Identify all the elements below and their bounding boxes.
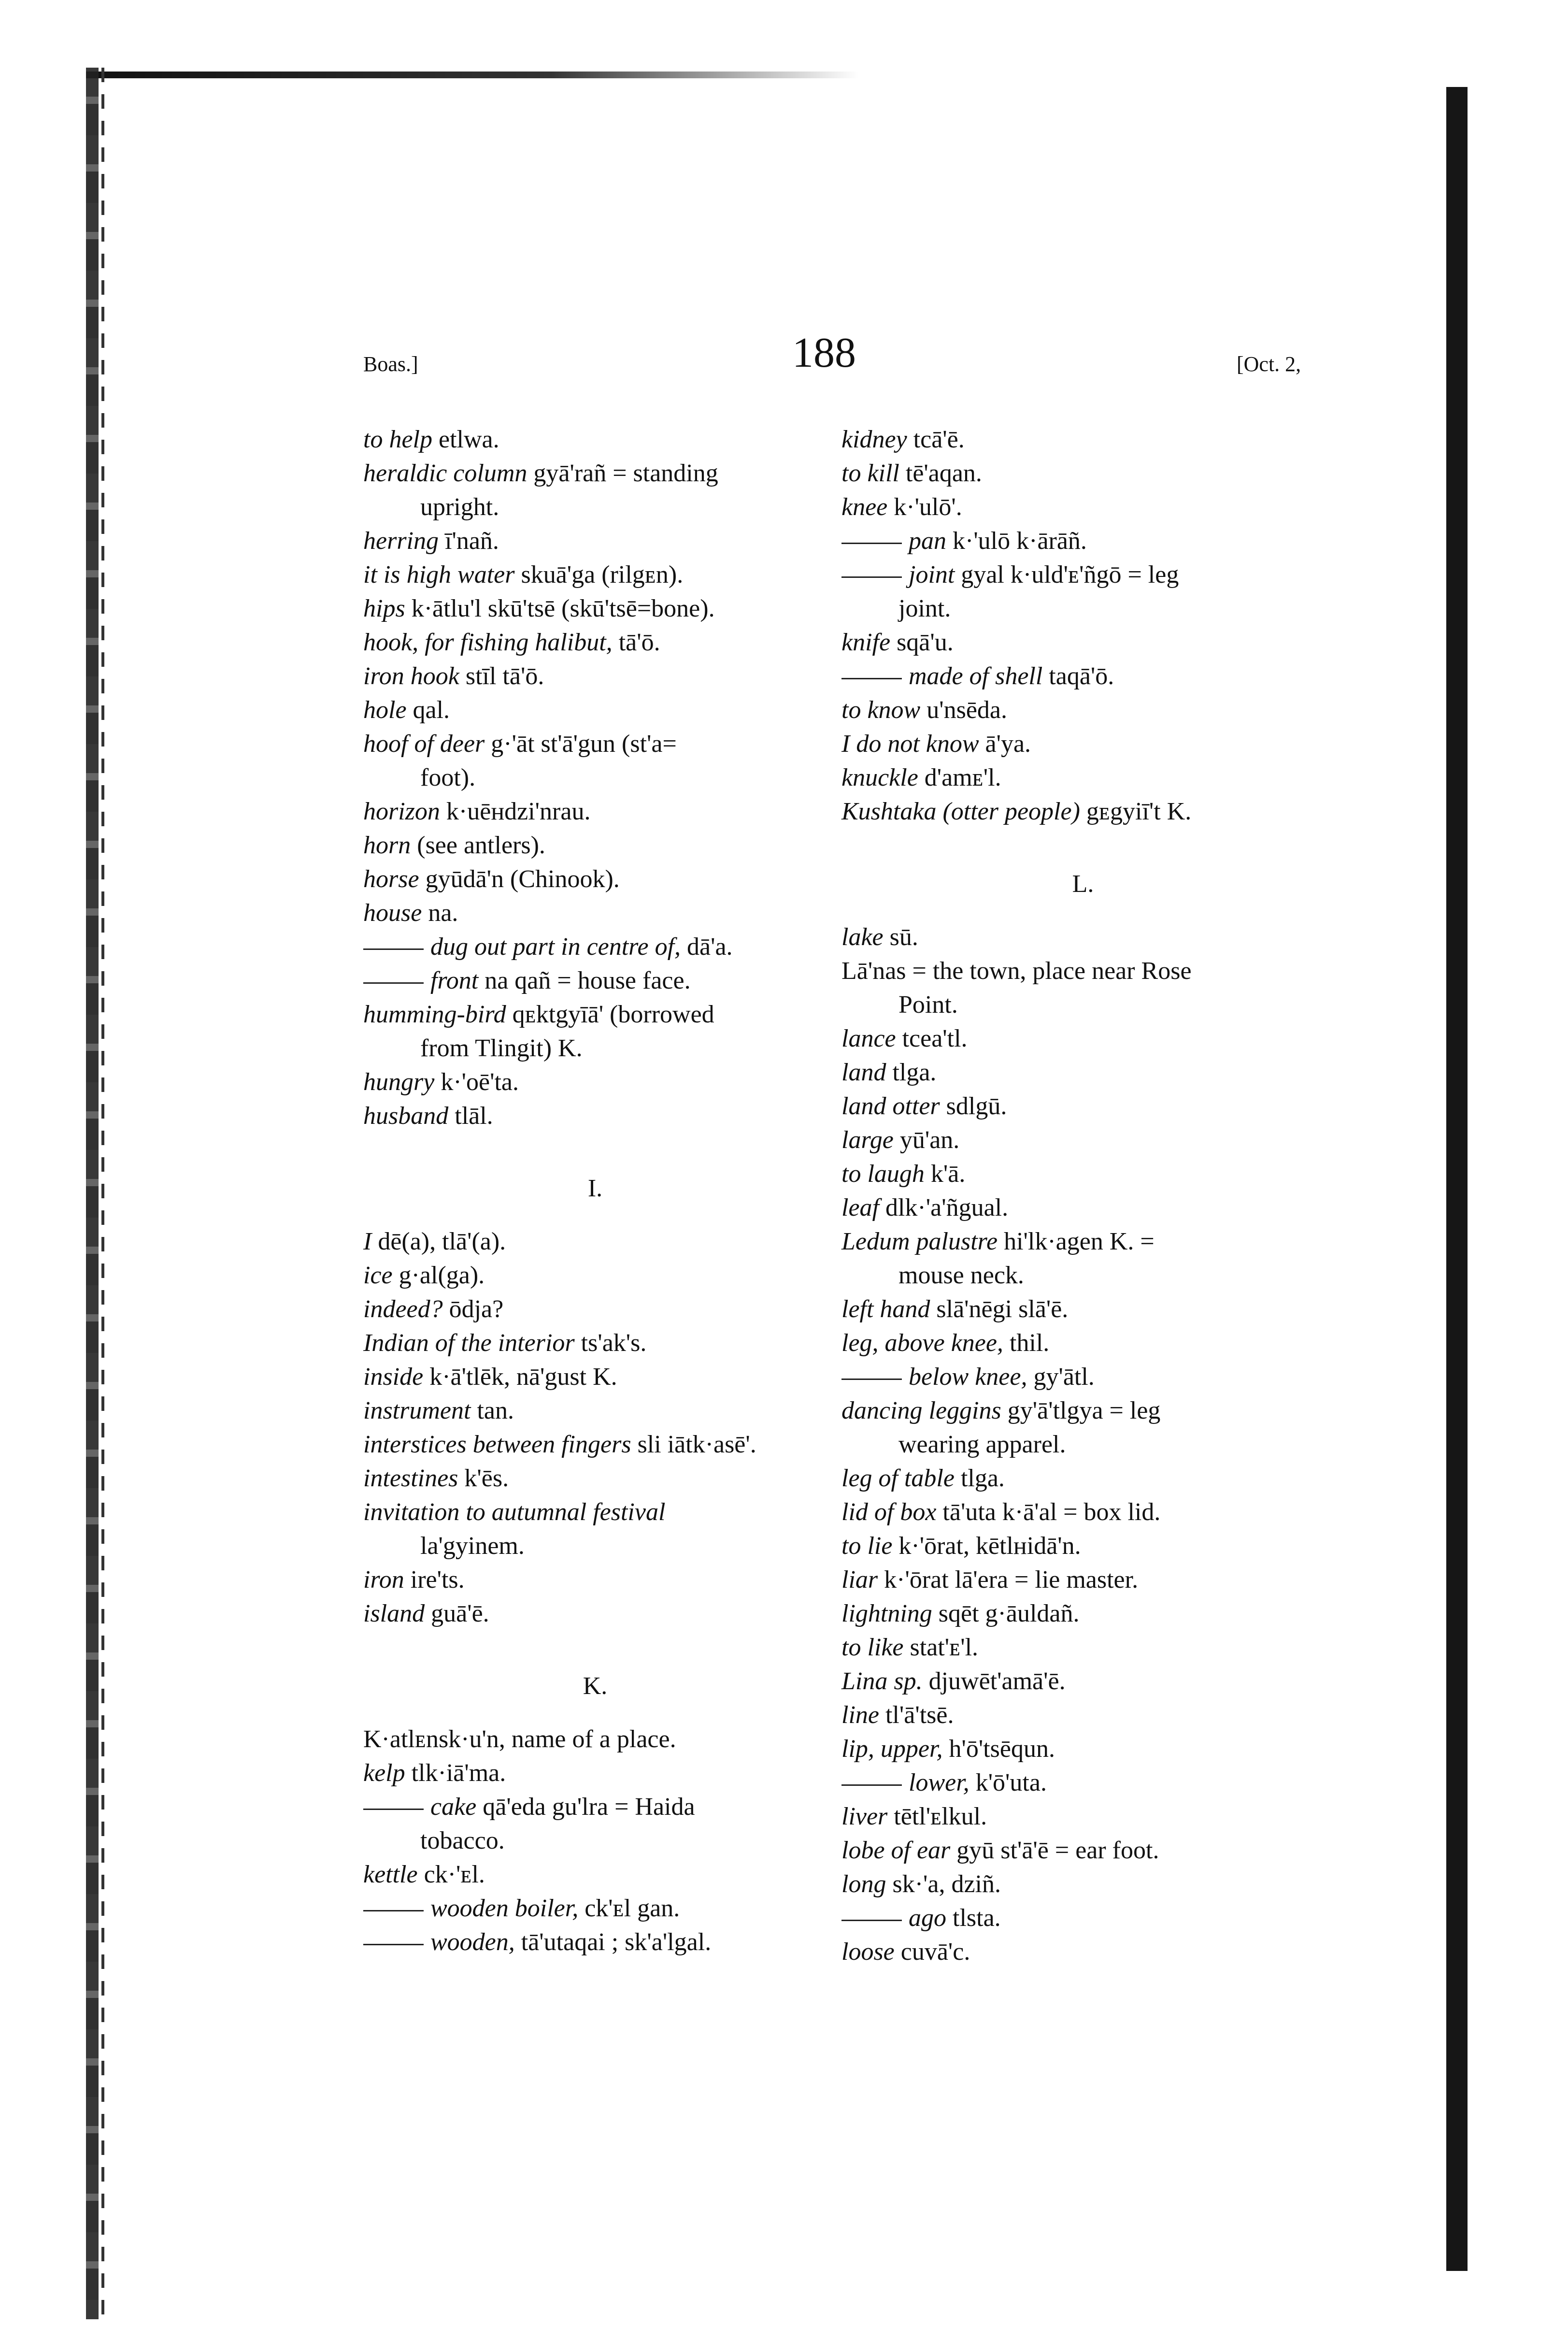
entry-term: invitation to autumnal festival [363, 1498, 666, 1526]
entry-term: instrument [363, 1397, 471, 1424]
dictionary-entry [841, 1800, 1325, 1834]
entry-gloss: h'ō'tsēqun. [942, 1735, 1055, 1763]
entry-gloss: gᴇgyiī't K. [1080, 798, 1192, 825]
right-column [841, 423, 1325, 1969]
dictionary-entry [363, 896, 827, 930]
entry-gloss: ts'ak's. [574, 1329, 647, 1357]
entry-gloss: gyūdā'n (Chinook). [419, 865, 620, 893]
entry-term: Indian of the interior [363, 1329, 575, 1357]
section-heading: L. [1072, 870, 1094, 898]
dictionary-entry [841, 1462, 1325, 1495]
entry-term: horse [363, 865, 419, 893]
dictionary-entry [363, 1858, 827, 1892]
dictionary-entry [841, 457, 1325, 490]
entry-gloss: Lā'nas = the town, place near Rose [841, 957, 1192, 985]
dictionary-entry [363, 964, 827, 998]
dictionary-entry [363, 862, 827, 896]
entry-term: dug out part in centre of, [430, 933, 681, 961]
entry-term: indeed? [363, 1295, 443, 1323]
dictionary-entry [841, 727, 1325, 761]
entry-term: land otter [841, 1092, 940, 1120]
dictionary-entry [363, 1925, 827, 1959]
entry-gloss: k·'ōrat lā'era = lie master. [878, 1566, 1139, 1594]
entry-gloss: d'amᴇ'l. [918, 764, 1001, 791]
entry-gloss: stat'ᴇ'l. [903, 1634, 979, 1661]
dictionary-entry [841, 920, 1325, 954]
dictionary-entry [363, 1495, 827, 1529]
dictionary-entry [841, 1495, 1325, 1529]
dictionary-entry [363, 1790, 827, 1824]
entry-gloss: qal. [406, 696, 450, 724]
entry-gloss: sqēt g·āuldañ. [932, 1600, 1080, 1627]
entry-term: heraldic column [363, 460, 527, 487]
dictionary-entry [363, 1597, 827, 1631]
entry-continuation: joint. [898, 595, 951, 622]
dictionary-entry [363, 1723, 827, 1756]
scan-edge-left-secondary [101, 68, 104, 2319]
dictionary-entry [841, 1901, 1325, 1935]
dictionary-entry [363, 1394, 827, 1428]
entry-gloss: K·atlᴇnsk·u'n, name of a place. [363, 1725, 676, 1753]
entry-gloss: tlāl. [448, 1102, 493, 1130]
ditto-dash [363, 1910, 424, 1911]
ditto-dash [363, 948, 424, 950]
entry-gloss: ā'ya. [979, 730, 1031, 758]
scan-edge-left [86, 68, 99, 2319]
dictionary-entry [841, 1529, 1325, 1563]
dictionary-entry [841, 1157, 1325, 1191]
entry-gloss: slā'nēgi slā'ē. [930, 1295, 1069, 1323]
entry-gloss: stīl tā'ō. [459, 662, 544, 690]
dictionary-entry [841, 1698, 1325, 1732]
entry-gloss: gy'ātl. [1027, 1363, 1095, 1391]
entry-term: to like [841, 1634, 904, 1661]
entry-term: lightning [841, 1600, 932, 1627]
entry-term: inside [363, 1363, 424, 1391]
scan-edge-top [86, 72, 859, 78]
entry-term: lid of box [841, 1498, 937, 1526]
entry-term: to kill [841, 460, 899, 487]
entry-term: to help [363, 426, 432, 453]
entry-gloss: tē'aqan. [899, 460, 982, 487]
entry-gloss: k·'ōrat, kētlʜidā'n. [892, 1532, 1081, 1560]
page-number: 188 [792, 330, 856, 376]
dictionary-entry [841, 490, 1325, 524]
dictionary-entry [841, 1665, 1325, 1698]
entry-term: kidney [841, 426, 907, 453]
dictionary-entry [841, 558, 1325, 592]
dictionary-entry [363, 1756, 827, 1790]
entry-term: loose [841, 1938, 895, 1966]
entry-gloss: k'ō'uta. [969, 1769, 1047, 1796]
dictionary-entry [841, 1766, 1325, 1800]
entry-gloss: tā'utaqai ; sk'a'lgal. [514, 1928, 712, 1956]
entry-term: Ledum palustre [841, 1228, 998, 1255]
entry-gloss: sū. [883, 923, 918, 951]
entry-gloss: djuwēt'amā'ē. [922, 1667, 1066, 1695]
entry-gloss: ire'ts. [404, 1566, 465, 1594]
entry-term: Lina sp. [841, 1667, 923, 1695]
entry-term: hook, for fishing halibut, [363, 629, 613, 656]
section-heading: I. [587, 1175, 603, 1202]
entry-gloss: na. [422, 899, 458, 927]
entry-gloss: tā'ō. [612, 629, 660, 656]
entry-gloss: g·'āt st'ā'gun (st'a= [485, 730, 677, 758]
entry-gloss: dē(a), tlā'(a). [371, 1228, 506, 1255]
entry-term: iron hook [363, 662, 459, 690]
entry-term: iron [363, 1566, 404, 1594]
entry-term: large [841, 1126, 894, 1154]
entry-term: land [841, 1059, 886, 1086]
entry-gloss: ōdja? [442, 1295, 504, 1323]
entry-gloss: g·al(ga). [392, 1262, 485, 1289]
ditto-dash [841, 1920, 902, 1921]
entry-gloss: tā'uta k·ā'al = box lid. [936, 1498, 1161, 1526]
entry-term: lip, upper, [841, 1735, 943, 1763]
entry-term: lower, [909, 1769, 969, 1796]
entry-gloss: sqā'u. [890, 629, 954, 656]
entry-continuation: la'gyinem. [420, 1532, 525, 1560]
entry-term: interstices between fingers [363, 1431, 631, 1458]
entry-gloss: skuā'ga (rilgᴇn). [514, 561, 684, 589]
entry-gloss: hi'lk·agen K. = [998, 1228, 1155, 1255]
entry-term: herring [363, 527, 439, 555]
entry-gloss: thil. [1003, 1329, 1050, 1357]
entry-continuation: Point. [898, 991, 958, 1019]
entry-term: ago [909, 1904, 946, 1932]
ditto-dash [841, 576, 902, 578]
dictionary-entry [841, 1123, 1325, 1157]
dictionary-entry [841, 1326, 1325, 1360]
dictionary-entry [841, 423, 1325, 457]
dictionary-entry [363, 660, 827, 693]
entry-term: house [363, 899, 422, 927]
entry-term: ice [363, 1262, 393, 1289]
ditto-dash [363, 1944, 424, 1945]
entry-gloss: k·'oē'ta. [434, 1068, 519, 1096]
entry-gloss: ck'ᴇl gan. [578, 1895, 680, 1922]
entry-gloss: tlk·iā'ma. [405, 1759, 506, 1787]
entry-term: joint [909, 561, 955, 589]
dictionary-entry [841, 795, 1325, 829]
entry-term: wooden, [430, 1928, 515, 1956]
entry-gloss: dā'a. [681, 933, 733, 961]
dictionary-entry [841, 1191, 1325, 1225]
dictionary-entry [841, 1631, 1325, 1665]
entry-gloss: gy'ā'tlgya = leg [1001, 1397, 1161, 1424]
dictionary-entry [363, 998, 827, 1032]
entry-term: liar [841, 1566, 878, 1594]
running-head-date: [Oct. 2, [1237, 352, 1301, 376]
dictionary-entry [363, 693, 827, 727]
entry-gloss: ck·'ᴇl. [417, 1861, 485, 1888]
dictionary-entry [841, 1935, 1325, 1969]
dictionary-entry [841, 1394, 1325, 1428]
entry-term: Kushtaka (otter people) [841, 798, 1080, 825]
entry-term: below knee, [909, 1363, 1027, 1391]
entry-term: to know [841, 696, 921, 724]
entry-gloss: etlwa. [432, 426, 499, 453]
entry-term: to laugh [841, 1160, 925, 1188]
dictionary-entry [363, 626, 827, 660]
entry-gloss: sdlgū. [940, 1092, 1007, 1120]
dictionary-entry [363, 1892, 827, 1925]
dictionary-entry [363, 829, 827, 862]
dictionary-entry [363, 727, 827, 761]
entry-gloss: k·'ulō k·ārāñ. [946, 527, 1087, 555]
scan-edge-right [1446, 87, 1468, 2271]
entry-continuation: tobacco. [420, 1827, 505, 1854]
dictionary-entry [363, 558, 827, 592]
entry-continuation: from Tlingit) K. [420, 1034, 583, 1062]
ditto-dash [841, 678, 902, 679]
entry-term: hips [363, 595, 405, 622]
entry-term: made of shell [909, 662, 1043, 690]
entry-term: line [841, 1701, 879, 1729]
entry-term: husband [363, 1102, 449, 1130]
entry-continuation: wearing apparel. [898, 1431, 1066, 1458]
dictionary-entry [363, 1259, 827, 1293]
entry-gloss: k'ēs. [458, 1465, 509, 1492]
entry-gloss: yū'an. [893, 1126, 960, 1154]
dictionary-entry [363, 457, 827, 490]
dictionary-entry [841, 761, 1325, 795]
dictionary-entry [841, 1563, 1325, 1597]
entry-gloss: taqā'ō. [1042, 662, 1114, 690]
entry-gloss: gyal k·uld'ᴇ'ñgō = leg [955, 561, 1179, 589]
dictionary-entry [363, 524, 827, 558]
entry-gloss: tcā'ē. [907, 426, 965, 453]
entry-term: left hand [841, 1295, 930, 1323]
entry-term: lobe of ear [841, 1837, 951, 1864]
dictionary-entry [363, 1326, 827, 1360]
entry-gloss: k'ā. [924, 1160, 966, 1188]
dictionary-entry [363, 1065, 827, 1099]
entry-gloss: tētl'ᴇlkul. [887, 1803, 987, 1830]
entry-gloss: ī'nañ. [439, 527, 499, 555]
ditto-dash [841, 543, 902, 544]
ditto-dash [363, 982, 424, 984]
entry-term: leaf [841, 1194, 879, 1221]
ditto-dash [841, 1379, 902, 1380]
entry-term: knuckle [841, 764, 918, 791]
entry-gloss: qā'eda gu'lra = Haida [476, 1793, 695, 1821]
section-heading: K. [583, 1672, 608, 1700]
entry-term: wooden boiler, [430, 1895, 579, 1922]
entry-term: front [430, 967, 479, 994]
entry-gloss: cuvā'c. [894, 1938, 970, 1966]
entry-term: hoof of deer [363, 730, 485, 758]
entry-gloss: tl'ā'tsē. [879, 1701, 954, 1729]
entry-term: horn [363, 832, 411, 859]
dictionary-entry [841, 1293, 1325, 1326]
entry-term: kettle [363, 1861, 418, 1888]
entry-gloss: sk·'a, dziñ. [886, 1870, 1001, 1898]
entry-continuation: foot). [420, 764, 476, 791]
entry-term: island [363, 1600, 425, 1627]
entry-term: I [363, 1228, 372, 1255]
dictionary-entry [841, 954, 1325, 988]
dictionary-entry [363, 1462, 827, 1495]
entry-continuation: upright. [420, 493, 499, 521]
entry-gloss: k·ātlu'l skū'tsē (skū'tsē=bone). [405, 595, 715, 622]
entry-term: hole [363, 696, 407, 724]
running-head-author: Boas.] [363, 352, 418, 376]
entry-gloss: k·'ulō'. [887, 493, 962, 521]
entry-term: leg, above knee, [841, 1329, 1003, 1357]
dictionary-entry [841, 626, 1325, 660]
dictionary-entry [841, 1867, 1325, 1901]
dictionary-entry [841, 1360, 1325, 1394]
entry-gloss: qᴇktgyīā' (borrowed [506, 1001, 714, 1028]
dictionary-entry [841, 660, 1325, 693]
dictionary-entry [363, 1428, 827, 1462]
entry-gloss: k·uēʜdzi'nrau. [440, 798, 591, 825]
entry-term: knife [841, 629, 891, 656]
dictionary-entry [841, 1597, 1325, 1631]
dictionary-entry [363, 1225, 827, 1259]
entry-term: long [841, 1870, 886, 1898]
dictionary-entry [841, 1022, 1325, 1056]
entry-gloss: u'nsēda. [920, 696, 1007, 724]
entry-term: I do not know [841, 730, 979, 758]
dictionary-entry [841, 1225, 1325, 1259]
entry-term: cake [430, 1793, 477, 1821]
entry-term: lake [841, 923, 884, 951]
entry-gloss: sli iātk·asē'. [631, 1431, 756, 1458]
dictionary-entry [363, 1360, 827, 1394]
entry-term: liver [841, 1803, 888, 1830]
entry-term: dancing leggins [841, 1397, 1001, 1424]
entry-term: leg of table [841, 1465, 955, 1492]
dictionary-entry [841, 1056, 1325, 1090]
dictionary-entry [841, 693, 1325, 727]
entry-gloss: tlsta. [946, 1904, 1001, 1932]
entry-gloss: na qañ = house face. [478, 967, 691, 994]
entry-term: hungry [363, 1068, 435, 1096]
entry-term: kelp [363, 1759, 405, 1787]
entry-gloss: tcea'tl. [896, 1025, 968, 1052]
entry-term: it is high water [363, 561, 515, 589]
dictionary-entry [841, 1090, 1325, 1123]
dictionary-entry [363, 592, 827, 626]
entry-term: horizon [363, 798, 440, 825]
dictionary-entry [363, 930, 827, 964]
entry-term: lance [841, 1025, 896, 1052]
entry-term: pan [909, 527, 946, 555]
dictionary-entry [841, 1834, 1325, 1867]
entry-gloss: gyā'rañ = standing [527, 460, 718, 487]
entry-term: humming-bird [363, 1001, 506, 1028]
entry-term: knee [841, 493, 888, 521]
dictionary-entry [363, 1563, 827, 1597]
entry-gloss: tlga. [886, 1059, 937, 1086]
entry-term: intestines [363, 1465, 458, 1492]
entry-gloss: tan. [470, 1397, 514, 1424]
entry-term: to lie [841, 1532, 893, 1560]
entry-gloss: gyū st'ā'ē = ear foot. [950, 1837, 1159, 1864]
left-column [363, 423, 827, 1959]
dictionary-entry [363, 1099, 827, 1133]
dictionary-entry [841, 1732, 1325, 1766]
entry-gloss: guā'ē. [425, 1600, 489, 1627]
ditto-dash [841, 1784, 902, 1786]
entry-gloss: dlk·'a'ñgual. [879, 1194, 1009, 1221]
entry-continuation: mouse neck. [898, 1262, 1024, 1289]
dictionary-entry [841, 524, 1325, 558]
dictionary-entry [363, 423, 827, 457]
dictionary-entry [363, 1293, 827, 1326]
ditto-dash [363, 1809, 424, 1810]
page-header [0, 329, 1568, 391]
entry-gloss: (see antlers). [411, 832, 545, 859]
entry-gloss: tlga. [954, 1465, 1005, 1492]
dictionary-entry [363, 795, 827, 829]
entry-gloss: k·ā'tlēk, nā'gust K. [423, 1363, 617, 1391]
